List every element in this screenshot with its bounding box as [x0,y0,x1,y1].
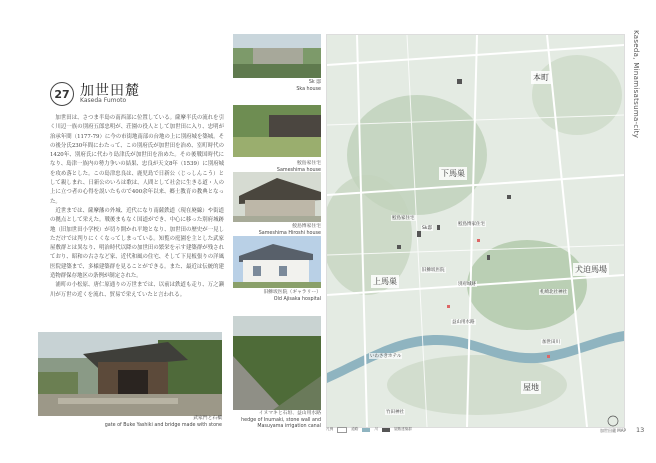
map-place-label: 犬迫馬場 [575,265,607,274]
map-point-label: 旧鰺坂医院 [422,268,445,273]
section-number: 27 [50,82,74,106]
paragraph: 浦町の小松原、唐仁原通りの万世までは、以前は鉄道も走り、万之瀬川が万世の近くを流れ、貿易で栄えていたと言われる。 [50,282,224,298]
photo-caption: イヌマキと石垣、益山用水路 hedge of Inumaki, stone wall and Masuyama irrigation canal [241,411,321,429]
paragraph: 近世までは、薩摩藩の外城、近代になり南薩鉄道（現在廃線）や街道の拠点として栄えた。戦後まもなく国道ができ、中心に移った別府城跡地（旧加世田小学校）が切り開かれ平地となり、加世田の歴史が一見しただけでは判りにくくなってしまっている。知覧の庭園を主とした武家屋敷群とは異なり、明治時代以降の加世田の繁栄を示す建築群が残されており、昭和の古さなど家、近代和風の住宅、そして下見板張りの洋風医院建築まで、多様建築群を見ることができる。また、最近は伝統的建造物群保存地区の条例が制定された。 [50,207,224,280]
map-point-label: 別府城跡 [458,282,476,287]
map-point-label: 加世田川 [542,340,560,345]
photo-caption: 旧鰺坂医院（ギャラリー） Old Ajisaka hospital [263,290,321,302]
map-point-label: 鮫島博家住宅 [458,222,485,227]
page-number: 13 [636,426,645,434]
sameshima-hiroshi-house-photo [233,172,321,222]
map-place-label: 屋地 [523,383,539,392]
map-point-label: Sk邸 [422,226,432,231]
paragraph: 加世田は、さつま半島の南西部に位置している。薩摩半氏の流れを引く川辺一族の別府五郎忠明が、荘園の役人として加世田に入り、忠明が治承年間（1177-79）に今の市街地南部の台地の上に別府城を築城。その後分氏230年間にわたって、この別府氏が加世田を治め、室町時代の1420年、別府氏に代わり島津氏が加世田を治めた。その後戦国時代になり、島津一族内の勢力争いの結果、忠良が天文8年（1539）に別府城を攻め落とした。この島津忠良は、鹿児島で日新公（じっしんこう）として親しまれ、日新公のいろは歌は、人間として社会に生きる道・人の上に立つ者の心得を説いたもので400余年以来、郷士教育の教典となった。 [50,115,224,205]
photo-caption: Sk 邸 Ska house [296,80,321,92]
side-title: Kaseda, Minamisatsuma-city [632,30,640,139]
map-place-label: 下馬巣 [441,169,465,178]
gate-photo [38,332,222,416]
river-swatch [362,428,370,432]
map-point-label: 鮫島家住宅 [392,216,415,221]
map-point-label: いわさきホテル [370,354,402,359]
photo-caption: 鮫島家住宅 Sameshima house [276,161,321,173]
building-swatch [382,428,390,432]
body-text [50,114,224,300]
map-point-label: 札崎北社神社 [540,290,567,295]
map-legend: 凡例 道路 川 屋敷建築群 [326,427,412,431]
map-tag: 加世田麓 MAP [600,428,626,433]
gate-caption: 武家門と石橋 gate of Buke Yashiki and bridge made with stone [104,416,222,428]
road-swatch [337,427,347,433]
map-place-label: 上馬巣 [373,277,397,286]
section-title-en: Kaseda Fumoto [80,97,127,105]
map-point-label: 竹田神社 [386,410,404,415]
old-ajisaka-hospital-photo [233,236,321,288]
map-point-label: 益山用水路 [452,320,475,325]
photo-caption: 鮫島博家住宅 Sameshima Hiroshi house [258,224,321,236]
area-map [326,34,625,428]
sameshima-house-photo [233,105,321,157]
hedge-canal-photo [233,316,321,410]
section-title: 加世田麓 [80,82,140,99]
section-heading [50,82,140,106]
ska-house-photo [233,34,321,78]
map-place-label: 本町 [533,73,549,82]
